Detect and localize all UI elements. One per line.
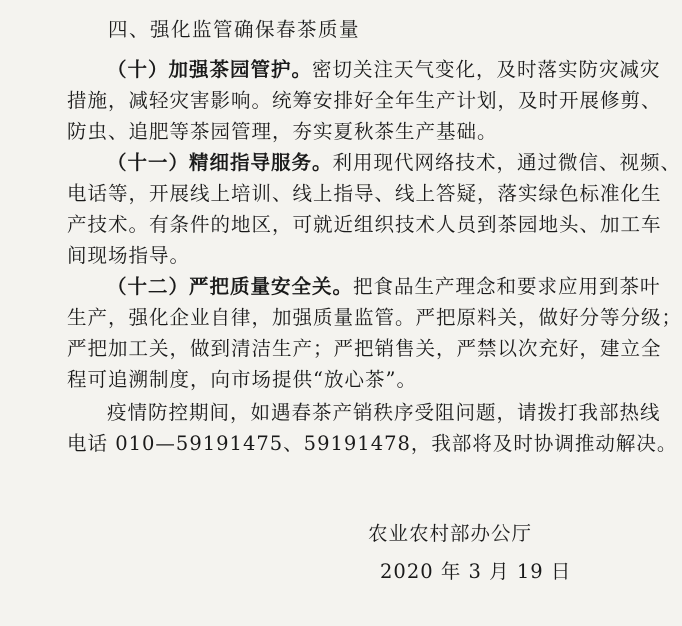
closing-line: 疫情防控期间，如遇春茶产销秩序受阻问题，请拨打我部热线 — [107, 401, 661, 424]
paragraph-title: （十一）精细指导服务。 — [107, 151, 333, 174]
paragraph-line: 产技术。有条件的地区，可就近组织技术人员到茶园地头、加工车 — [67, 213, 662, 236]
paragraph-title: （十）加强茶园管护。 — [107, 58, 313, 81]
paragraph-line: 间现场指导。 — [67, 244, 191, 267]
paragraph-title: （十二）严把质量安全关。 — [107, 275, 354, 298]
closing-line: 电话 010—59191475、59191478，我部将及时协调推动解决。 — [67, 432, 678, 455]
paragraph-text: 密切关注天气变化，及时落实防灾减灾 — [312, 58, 661, 81]
paragraph-line: 电话等，开展线上培训、线上指导、线上答疑，落实绿色标准化生 — [67, 182, 662, 205]
paragraph-text: 利用现代网络技术，通过微信、视频、 — [332, 151, 682, 174]
section-heading: 四、强化监管确保春茶质量 — [108, 18, 361, 41]
paragraph-first-line — [107, 58, 661, 82]
paragraph-first-line — [107, 151, 681, 175]
paragraph-line: 防虫、追肥等茶园管理，夯实夏秋茶生产基础。 — [67, 120, 498, 143]
paragraph-line: 生产，强化企业自律，加强质量监管。严把原料关，做好分等分级； — [67, 306, 682, 329]
paragraph-first-line — [107, 275, 661, 299]
paragraph-line: 程可追溯制度，向市场提供“放心茶”。 — [67, 368, 417, 391]
issuing-office: 农业农村部办公厅 — [368, 522, 533, 545]
paragraph-text: 把食品生产理念和要求应用到茶叶 — [353, 275, 661, 298]
paragraph-line: 严把加工关，做到清洁生产；严把销售关，严禁以次充好，建立全 — [67, 337, 662, 360]
issue-date: 2020 年 3 月 19 日 — [380, 560, 572, 583]
paragraph-line: 措施，减轻灾害影响。统筹安排好全年生产计划，及时开展修剪、 — [67, 89, 662, 112]
